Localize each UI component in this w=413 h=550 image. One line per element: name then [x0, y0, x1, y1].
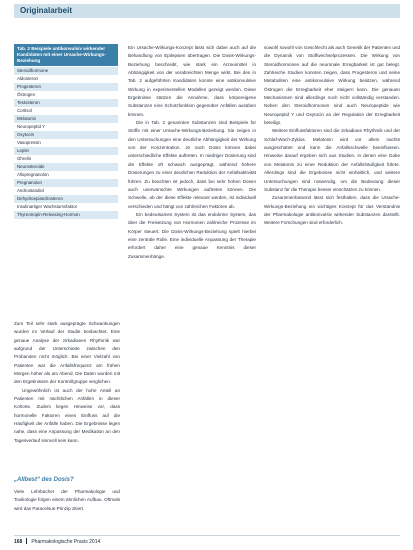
table-row: Progesteron: [14, 83, 118, 91]
table-row: Aldosteron: [14, 75, 118, 83]
table-row: Androstandiol: [14, 187, 118, 195]
table-row: Leptin: [14, 147, 118, 155]
table-row: Steroidhormone: [14, 67, 118, 75]
table-row: Testosteron: [14, 99, 118, 107]
table-row: Neuropeptid Y: [14, 123, 118, 131]
column-middle: [128, 44, 256, 261]
paragraph: Viele Lehrbücher der Pharmakologie und Toxikologie folgen einem ähnlichen Aufbau. Oftmals wird das Paracelsus-Prinzip zitiert.: [14, 489, 120, 511]
table-title: Tab. 2 Beispiele antikonvulsiv wirkender Kandidaten mit einer Ursache-Wirkungs-Beziehung: [14, 44, 118, 66]
paragraph: Zusammenfassend lässt sich festhalten, dass die Ursache-Wirkungs-Beziehung ein wichtiges Konzept für das Verständnis der Pharmakologie antikonvulsiv wirkender Substanzen darstellt. Weitere Forschungen sind erforderlich.: [264, 195, 400, 226]
table-row: Ghrelin: [14, 155, 118, 163]
paragraph: Weitere Einflussfaktoren sind die zirkadiane Rhythmik und der Schlaf-Wach-Zyklus. Melatonin wird vor allem nachts ausgeschüttet und kann die Anfallsschwelle beeinflussen. Hinweise darauf ergeben sich aus Studien, in denen eine Gabe von Melatonin zu einer Reduktion der Anfallshäufigkeit führte. Allerdings sind die Ergebnisse nicht einheitlich, und weitere Untersuchungen sind notwendig, um die Bedeutung dieser Substanz für die Therapie besser einschätzen zu können.: [264, 128, 400, 192]
footer-separator: [26, 538, 27, 544]
table-row: Melatonin: [14, 115, 118, 123]
paragraph: Ungewöhnlich ist auch der hohe Anteil an Patienten mit nächtlichen Anfällen in dieser Kohorte. Zudem liegen Hinweise vor, dass hormonelle Faktoren einen Einfluss auf die Häufigkeit der Anfälle haben. Die Ergebnisse legen nahe, dass eine Anpassung der Medikation an den Tagesverlauf sinnvoll sein kann.: [14, 387, 120, 443]
table-body: [14, 67, 118, 219]
paragraph: Ein bedeutsames System ist das endokrine System, das über die Freisetzung von Hormonen zahlreiche Prozesse im Körper steuert. Die Dosis-Wirkungs-Beziehung spielt hierbei eine zentrale Rolle. Eine individuelle Anpassung der Therapie erfordert daher eine genaue Kenntnis dieser Zusammenhänge.: [128, 211, 256, 259]
column-right: [264, 44, 400, 228]
page-number: 168: [14, 539, 23, 545]
table-row: Thyreotropin-Releasing-Hormon: [14, 211, 118, 219]
paragraph: Die in Tab. 2 genannten Substanzen sind Beispiele für Stoffe mit einer Ursache-Wirkungs-Beziehung. Sie zeigen in den Untersuchungen eine deutliche Abhängigkeit der Wirkung von der Konzentration. Je nach Dosis können dabei unterschiedliche Effekte auftreten. In niedriger Dosierung sind die Effekte oft schwach ausgeprägt, während höhere Dosierungen zu einer deutlichen Reduktion der Anfallsaktivität führen. Zu beachten ist jedoch, dass bei sehr hohen Dosen auch unerwünschte Wirkungen auftreten können. Die Schwelle, ab der diese Effekte relevant werden, ist individuell verschieden und hängt von zahlreichen Faktoren ab.: [128, 120, 256, 209]
section-label: Originalarbeit: [20, 6, 73, 15]
table-row: Dehydroepiandrosteron: [14, 195, 118, 203]
journal-name: Pharmakologische Praxis 2014: [31, 539, 101, 545]
paragraph: Ein Ursache-Wirkungs-Konzept lässt sich dabei auch auf die Behandlung von Epilepsien übertragen. Die Dosis-Wirkungs-Beziehung beschreibt, wie stark ein Arzneimittel in Abhängigkeit von der verabreichten Menge wirkt. Bei den in Tab. 2 aufgeführten Kandidaten konnte eine antikonvulsive Wirkung in experimentellen Modellen gezeigt werden. Diese Ergebnisse stützen die Annahme, dass körpereigene Substanzen eine Schutzfunktion gegenüber Anfällen ausüben können.: [128, 45, 256, 117]
column-left: [14, 320, 120, 445]
table-row: Oxytocin: [14, 131, 118, 139]
column-left-continued: [14, 488, 120, 513]
table-row: Pregnanolon: [14, 179, 118, 187]
table-row: Allopregnanolon: [14, 171, 118, 179]
table-row: Neurosteroide: [14, 163, 118, 171]
paragraph: Zum Teil sehr stark ausgeprägte Schwankungen wurden im Verlauf der Studie beobachtet. Eine genaue Analyse der zirkadianen Rhythmik war aufgrund der Unterschiede zwischen den Probanden nicht möglich. Bei einer Vielzahl von Patienten war die Anfallsfrequenz am frühen Morgen höher als am Abend. Die Daten wurden mit den Ergebnissen der Kontrollgruppe verglichen.: [14, 321, 120, 385]
page-footer: [14, 538, 100, 545]
table-row: Cortisol: [14, 107, 118, 115]
table-row: Vasopressin: [14, 139, 118, 147]
paragraph: sowohl sowohl von Geschlecht als auch Genetik der Patienten und die Dynamik von Stoffwechselprozessen. Die Wirkung von Steroidhormonen auf die neuronale Erregbarkeit ist gut belegt. Zahlreiche Studien konnten zeigen, dass Progesteron und seine Metaboliten eine antikonvulsive Wirkung besitzen, während Östrogen die Erregbarkeit eher steigern kann. Die genauen Mechanismen sind allerdings noch nicht vollständig verstanden. Neben den Steroidhormonen sind auch Neuropeptide wie Neuropeptid Y und Oxytocin an der Regulation der Erregbarkeit beteiligt.: [264, 45, 400, 126]
subheading: „Allbest“ des Dosis?: [14, 477, 74, 483]
table-row: Insulinartiger Wachstumsfaktor: [14, 203, 118, 211]
table-row: Östrogen: [14, 91, 118, 99]
footer-divider: [14, 535, 400, 536]
